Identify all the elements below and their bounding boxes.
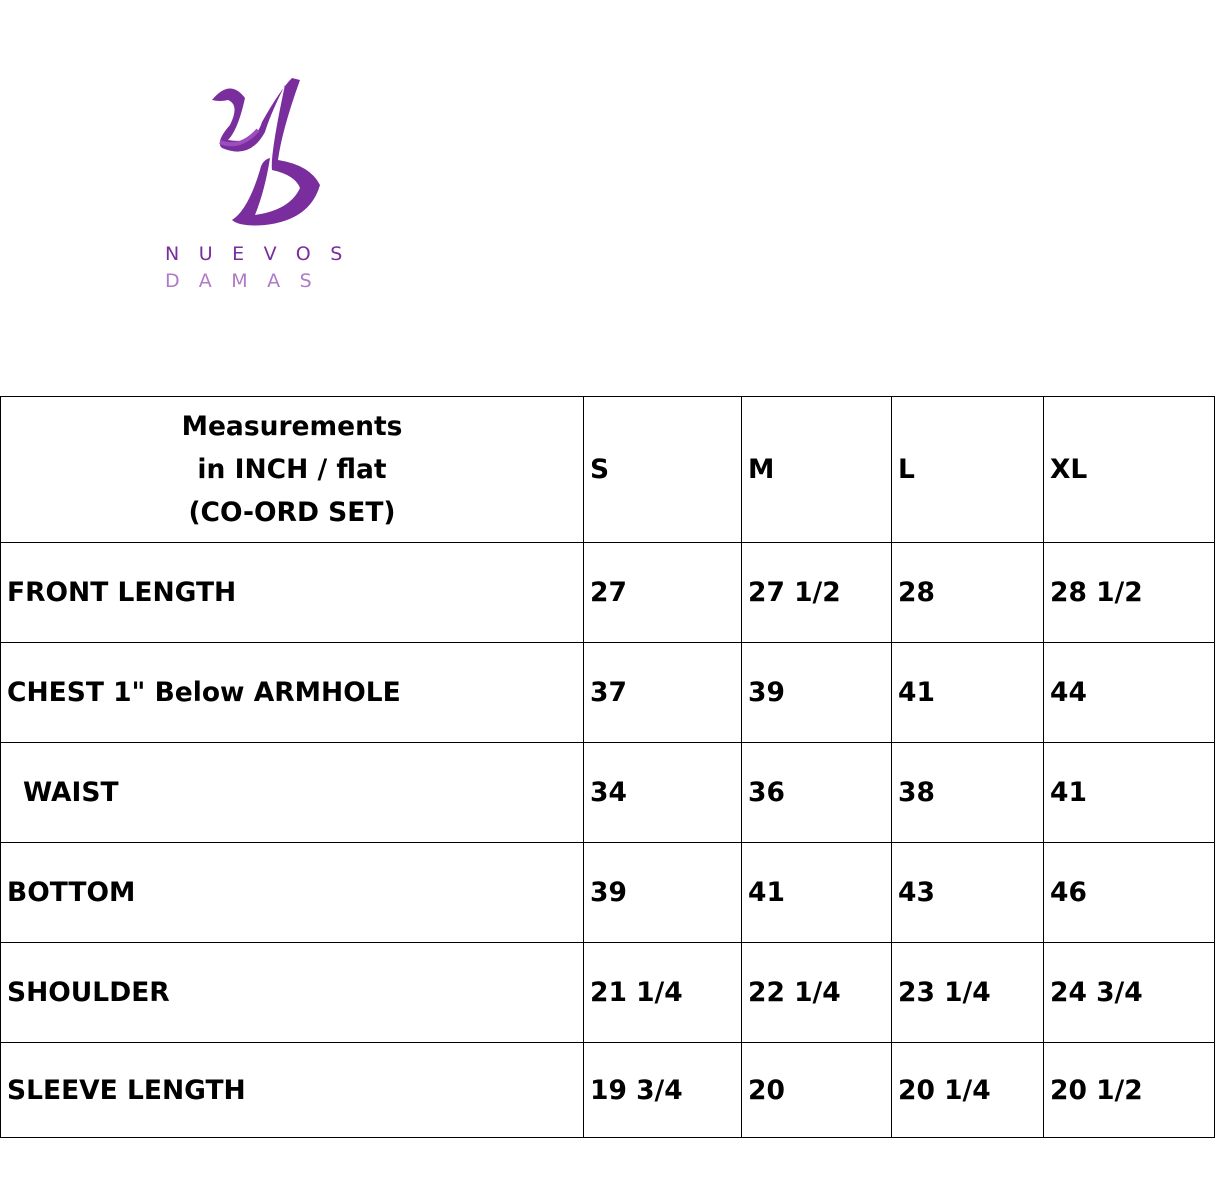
cell-value: 21 1/4 <box>584 943 742 1043</box>
cell-value: 39 <box>742 643 892 743</box>
row-label: CHEST 1" Below ARMHOLE <box>1 643 584 743</box>
header-title-cell <box>1 397 584 543</box>
header-title-line1: Measurements <box>181 411 403 442</box>
size-chart-table <box>0 396 1215 1138</box>
cell-value: 28 <box>892 543 1044 643</box>
header-title-line3: (CO-ORD SET) <box>188 497 396 528</box>
cell-value: 20 1/2 <box>1044 1043 1215 1138</box>
cell-value: 27 <box>584 543 742 643</box>
cell-value: 27 1/2 <box>742 543 892 643</box>
cell-value: 20 <box>742 1043 892 1138</box>
row-label: SHOULDER <box>1 943 584 1043</box>
cell-value: 34 <box>584 743 742 843</box>
cell-value: 41 <box>742 843 892 943</box>
cell-value: 22 1/4 <box>742 943 892 1043</box>
header-size-s: S <box>584 397 742 543</box>
cell-value: 41 <box>892 643 1044 743</box>
table-row <box>1 543 1215 643</box>
cell-value: 20 1/4 <box>892 1043 1044 1138</box>
header-title-line2: in INCH / flat <box>197 454 387 485</box>
cell-value: 28 1/2 <box>1044 543 1215 643</box>
cell-value: 19 3/4 <box>584 1043 742 1138</box>
cell-value: 23 1/4 <box>892 943 1044 1043</box>
cell-value: 46 <box>1044 843 1215 943</box>
brand-name-line2: DAMAS <box>165 270 332 292</box>
header-size-l: L <box>892 397 1044 543</box>
row-label: WAIST <box>1 743 584 843</box>
row-label: BOTTOM <box>1 843 584 943</box>
brand-name-line1: NUEVOS <box>165 243 362 265</box>
table-row <box>1 643 1215 743</box>
cell-value: 37 <box>584 643 742 743</box>
row-label: SLEEVE LENGTH <box>1 1043 584 1138</box>
table-row <box>1 743 1215 843</box>
table-row <box>1 943 1215 1043</box>
header-size-m: M <box>742 397 892 543</box>
row-label: FRONT LENGTH <box>1 543 584 643</box>
cell-value: 39 <box>584 843 742 943</box>
table-row <box>1 1043 1215 1138</box>
cell-value: 41 <box>1044 743 1215 843</box>
brand-logo <box>160 70 360 300</box>
cell-value: 43 <box>892 843 1044 943</box>
cell-value: 44 <box>1044 643 1215 743</box>
table-row <box>1 843 1215 943</box>
table-header-row <box>1 397 1215 543</box>
cell-value: 24 3/4 <box>1044 943 1215 1043</box>
cell-value: 38 <box>892 743 1044 843</box>
logo-s-mark-icon <box>200 70 320 235</box>
cell-value: 36 <box>742 743 892 843</box>
header-size-xl: XL <box>1044 397 1215 543</box>
